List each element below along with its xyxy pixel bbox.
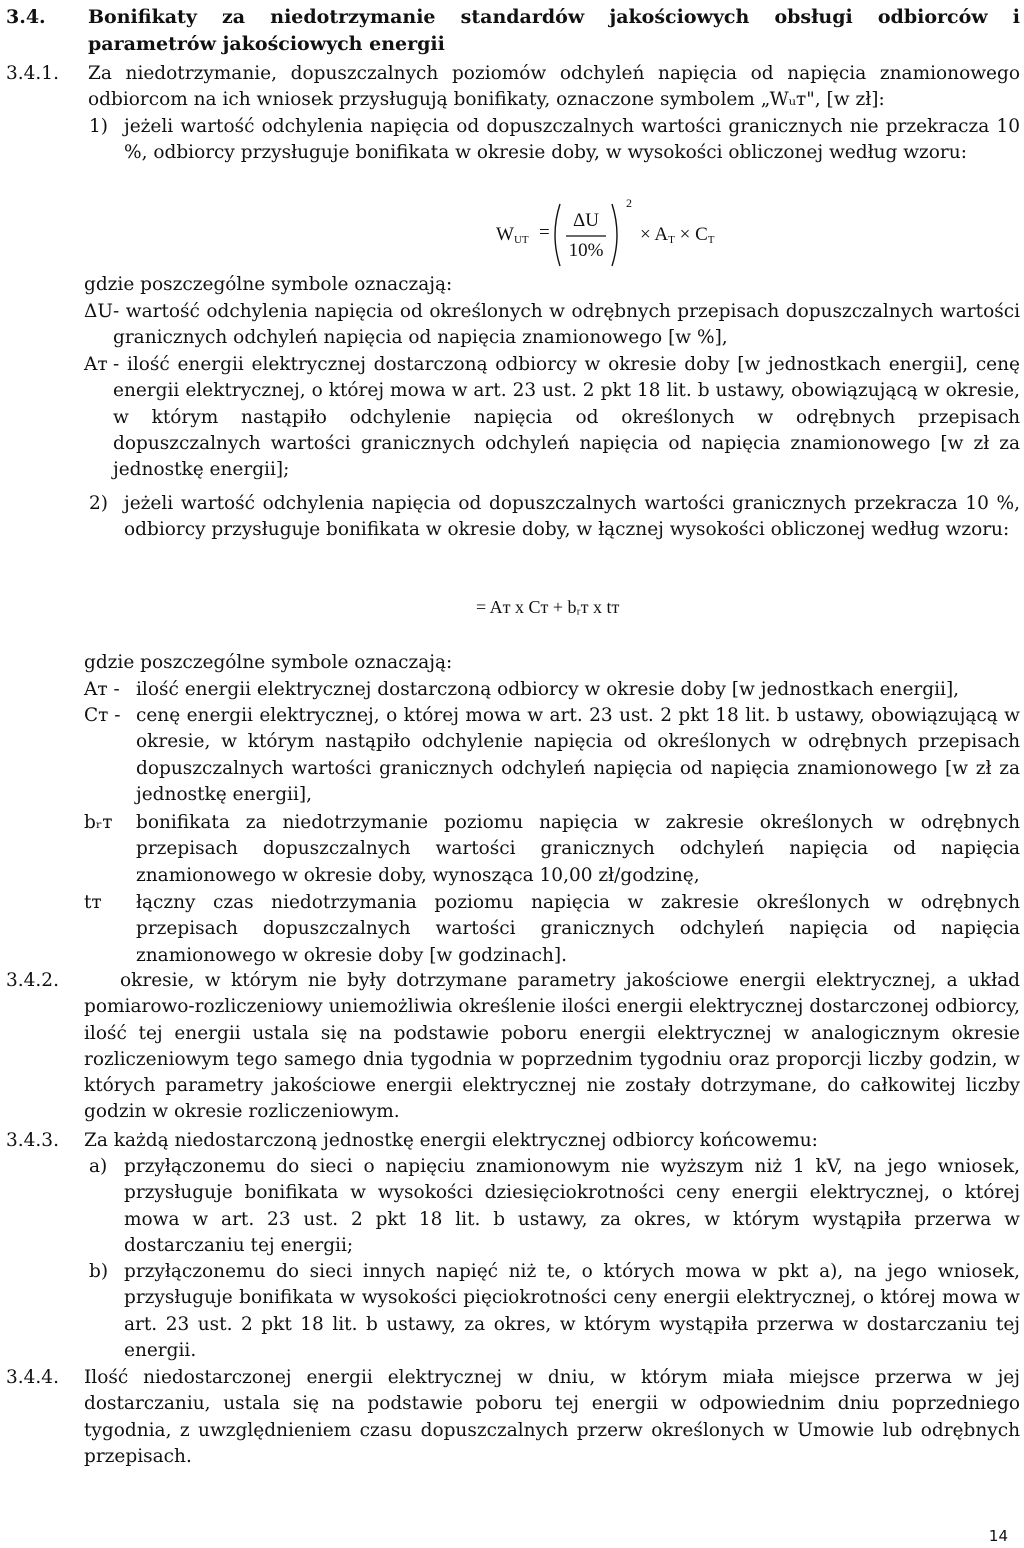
subsection-number: 3.4.2.: [6, 970, 59, 991]
section-title: Bonifikaty za niedotrzymanie standardów jakościowych obsługi odbiorców i parametrów jakościowych energii: [88, 6, 1020, 55]
list-item-text: jeżeli wartość odchylenia napięcia od dopuszczalnych wartości granicznych przekracza 10 %, odbiorcy przysługuje bonifikata w okresie doby, w łącznej wysokości obliczonej według wzoru:: [124, 493, 1020, 541]
paragraph: okresie, w którym nie były dotrzymane parametry jakościowe energii elektrycznej, a układ pomiarowo-rozliczeniowy uniemożliwia określenie ilości energii elektrycznej dostarczonej odbiorcy, ilość tej energii ustala się na podstawie poboru energii elektrycznej w analogicznym okresie rozliczeniowym tego samego dnia tygodnia w poprzednim tygodniu oraz proporcji liczby godzin, w których parametry jakościowe energii elektrycznej nie zostały dotrzymane, do całkowitej liczby godzin w okresie rozliczeniowym.: [84, 970, 1020, 1123]
list-item-text: przyłączonemu do sieci o napięciu znamionowym nie wyższym niż 1 kV, na jego wniosek, przysługuje bonifikata w wysokości dziesięciokrotności ceny energii elektrycznej, o której mowa w art. 23 ust. 2 pkt 18 lit. b ustawy, za okres, w którym wystąpiła przerwa w dostarczaniu tej energii;: [124, 1156, 1020, 1256]
list-letter: a): [89, 1156, 108, 1177]
equals-sign: =: [539, 222, 550, 243]
subsection-number: 3.4.3.: [6, 1130, 59, 1151]
formula-lhs: $W_{UT}$: [496, 224, 529, 246]
symbol-tt-definition: łączny czas niedotrzymania poziomu napięcia w zakresie określonych w odrębnych przepisach dopuszczalnych wartości granicznych odchyleń napięcia od napięcia znamionowego w okresie doby [w godzinach].: [136, 892, 1020, 966]
list-number: 2): [89, 493, 108, 514]
list-item-text: jeżeli wartość odchylenia napięcia od dopuszczalnych wartości granicznych nie przekracza 10 %, odbiorcy przysługuje bonifikata w okresie doby, w wysokości obliczonej według wzoru:: [124, 116, 1020, 164]
symbol-du: ΔU: [84, 301, 113, 322]
symbol-brt-definition: bonifikata za niedotrzymanie poziomu napięcia w zakresie określonych w odrębnych przepisach dopuszczalnych wartości granicznych odchyleń napięcia od napięcia znamionowego w okresie doby, wynosząca 10,00 zł/godzinę,: [136, 812, 1020, 886]
symbols-intro: gdzie poszczególne symbole oznaczają:: [84, 274, 453, 295]
paragraph: Za niedotrzymanie, dopuszczalnych poziomów odchyleń napięcia od napięcia znamionowego odbiorcom na ich wniosek przysługują bonifikaty, oznaczone symbolem „Wᵤᴛ", [w zł]:: [88, 63, 1020, 111]
paragraph: Za każdą niedostarczoną jednostkę energii elektrycznej odbiorcy końcowemu:: [84, 1130, 818, 1151]
symbol-ct-definition: cenę energii elektrycznej, o której mowa w art. 23 ust. 2 pkt 18 lit. b ustawy, obowiązującą w okresie, w którym nastąpiło odchylenie napięcia od określonych w odrębnych przepisach dopuszczalnych wartości granicznych odchyleń napięcia od napięcia znamionowego [w zł za jednostkę energii],: [136, 705, 1020, 805]
exponent: 2: [626, 196, 632, 210]
subsection-number: 3.4.4.: [6, 1367, 59, 1388]
formula-rhs: × $A_T \times C_T$: [640, 224, 715, 246]
list-letter: b): [89, 1261, 109, 1282]
fraction-denominator: 10%: [568, 240, 604, 261]
section-number: 3.4.: [6, 6, 46, 28]
symbol-at-definition: ilość energii elektrycznej dostarczoną odbiorcy w okresie doby [w jednostkach energii],: [136, 679, 960, 700]
symbol-at-definition: - ilość energii elektrycznej dostarczoną odbiorcy w okresie doby [w jednostkach energii], cenę energii elektrycznej, o której mowa w art. 23 ust. 2 pkt 18 lit. b ustawy, obowiązującą w okresie, w którym nastąpiło odchylenie napięcia od określonych w odrębnych przepisach dopuszczalnych wartości granicznych odchyleń napięcia od napięcia znamionowego [w zł za jednostkę energii];: [113, 354, 1020, 481]
subsection-number: 3.4.1.: [6, 63, 59, 84]
symbol-ct: Cᴛ -: [84, 705, 121, 726]
paragraph: Ilość niedostarczonej energii elektrycznej w dniu, w którym miała miejsce przerwa w jej dostarczaniu, ustala się na podstawie poboru tej energii w odpowiednim dniu poprzedniego tygodnia, z uwzględnieniem czasu dopuszczalnych przerw określonych w Umowie lub odrębnych przepisach.: [84, 1367, 1020, 1467]
formula-wut: [496, 198, 726, 278]
symbol-du-definition: - wartość odchylenia napięcia od określonych w odrębnych przepisach dopuszczalnych wartości granicznych odchyleń napięcia od napięcia znamionowego [w %],: [113, 301, 1020, 349]
symbols-intro: gdzie poszczególne symbole oznaczają:: [84, 652, 453, 673]
symbol-brt: bᵣᴛ: [84, 812, 113, 833]
list-number: 1): [89, 116, 108, 137]
symbol-at: Aᴛ: [84, 354, 108, 375]
formula-2: = Aᴛ x Cᴛ + bᵣᴛ x tᴛ: [476, 597, 620, 617]
fraction-numerator: ΔU: [573, 210, 599, 231]
page-number: 14: [988, 1527, 1008, 1545]
symbol-tt: tᴛ: [84, 892, 102, 913]
symbol-at: Aᴛ -: [84, 679, 120, 700]
list-item-text: przyłączonemu do sieci innych napięć niż te, o których mowa w pkt a), na jego wniosek, przysługuje bonifikata w wysokości pięciokrotności ceny energii elektrycznej, o której mowa w art. 23 ust. 2 pkt 18 lit. b ustawy, za okres, w którym wystąpiła przerwa w dostarczaniu tej energii.: [124, 1261, 1020, 1361]
